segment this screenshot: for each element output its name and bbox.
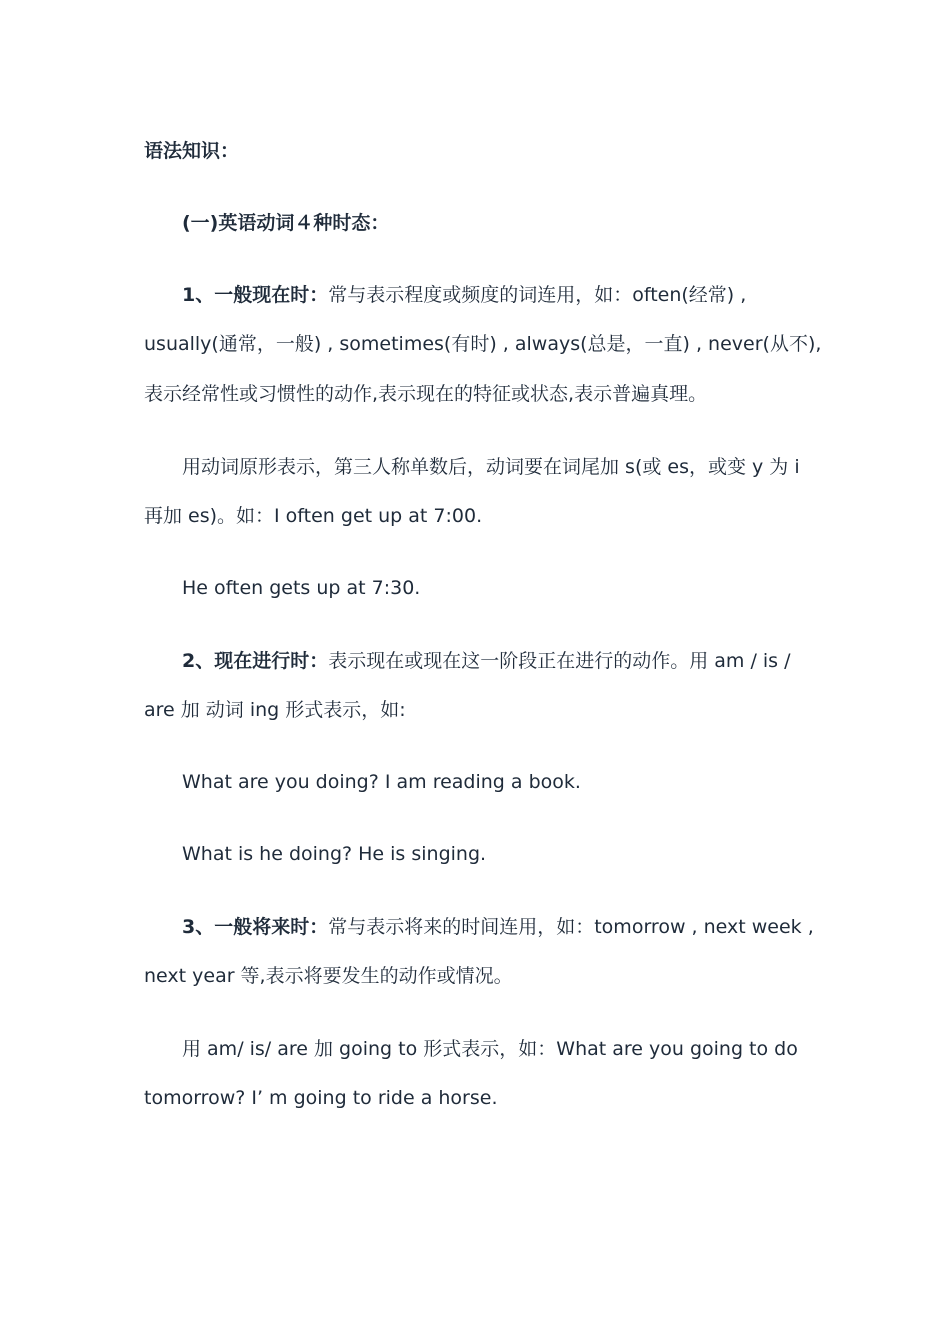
item-2-label: 2、现在进行时： (182, 650, 329, 672)
item-1-line-2: usually(通常，一般) , sometimes(有时) , always(总是，一直) , never(从不), (144, 333, 822, 355)
item-2-first-line (182, 649, 791, 673)
item-3-first-line (182, 915, 814, 939)
heading: 语法知识： (144, 140, 240, 162)
item-2-example-1: What are you doing? I am reading a book. (182, 771, 581, 793)
item-1-example: He often gets up at 7:30. (182, 577, 421, 599)
item-2-line-2: are 加 动词 ing 形式表示，如: (144, 699, 406, 721)
item-1-label: 1、一般现在时： (182, 284, 329, 306)
item-3-rule-line-2: tomorrow? I’ m going to ride a horse. (144, 1087, 498, 1109)
item-3-label: 3、一般将来时： (182, 916, 329, 938)
item-1-text: 常与表示程度或频度的词连用，如：often(经常) , (328, 284, 747, 306)
item-2-text: 表示现在或现在这一阶段正在进行的动作。用 am / is / (328, 650, 791, 672)
item-1-rule-line-1: 用动词原形表示，第三人称单数后，动词要在词尾加 s(或 es，或变 y 为 i (182, 456, 800, 478)
item-3-rule-line-1: 用 am/ is/ are 加 going to 形式表示，如：What are you going to do (182, 1038, 798, 1060)
section-title: (一)英语动词４种时态： (182, 212, 390, 234)
item-3-text: 常与表示将来的时间连用，如：tomorrow , next week , (328, 916, 814, 938)
item-1-line-3: 表示经常性或习惯性的动作,表示现在的特征或状态,表示普遍真理。 (144, 383, 708, 405)
item-3-line-2: next year 等,表示将要发生的动作或情况。 (144, 965, 513, 987)
item-2-example-2: What is he doing? He is singing. (182, 843, 487, 865)
item-1-rule-line-2: 再加 es)。如：I often get up at 7:00. (144, 505, 483, 527)
item-1-first-line (182, 283, 746, 307)
